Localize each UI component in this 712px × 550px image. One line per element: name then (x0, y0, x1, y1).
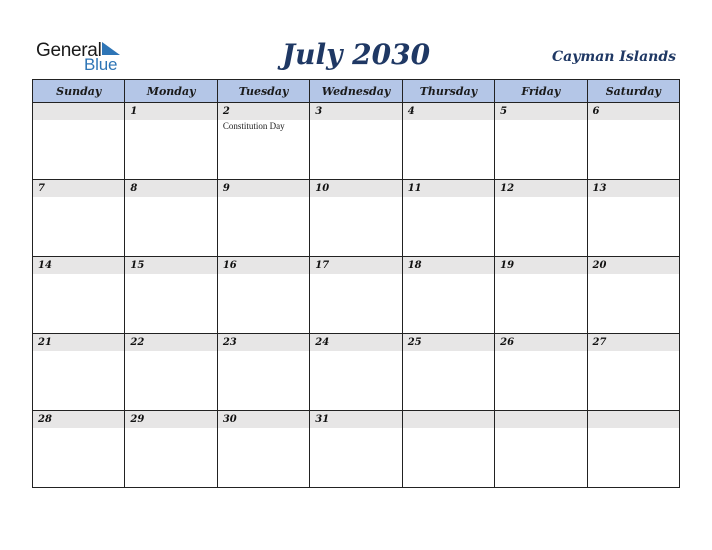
day-number: 10 (310, 180, 401, 197)
day-number: 8 (125, 180, 216, 197)
day-number: 24 (310, 334, 401, 351)
day-number: 29 (125, 411, 216, 428)
day-number: 1 (125, 103, 216, 120)
day-cell (495, 180, 587, 257)
day-number: 9 (218, 180, 309, 197)
day-cell (310, 334, 402, 411)
weekday-header: Sunday (33, 80, 125, 103)
day-cell (310, 257, 402, 334)
day-number (403, 411, 494, 428)
day-number: 28 (33, 411, 124, 428)
weekday-header: Saturday (587, 80, 679, 103)
day-cell (587, 411, 679, 488)
logo-general-text: General (36, 40, 102, 61)
day-number: 15 (125, 257, 216, 274)
day-cell (33, 257, 125, 334)
day-number: 18 (403, 257, 494, 274)
week-row (33, 180, 680, 257)
day-cell (402, 257, 494, 334)
calendar-grid (32, 79, 680, 488)
day-number: 7 (33, 180, 124, 197)
day-cell (217, 411, 309, 488)
day-number: 11 (403, 180, 494, 197)
day-cell (310, 180, 402, 257)
day-cell (33, 334, 125, 411)
day-cell (125, 257, 217, 334)
day-cell (217, 257, 309, 334)
day-cell (587, 103, 679, 180)
weekday-header: Tuesday (217, 80, 309, 103)
day-cell (125, 411, 217, 488)
week-row (33, 257, 680, 334)
day-number: 16 (218, 257, 309, 274)
day-cell (587, 257, 679, 334)
day-number (588, 411, 679, 428)
day-number: 14 (33, 257, 124, 274)
day-number: 31 (310, 411, 401, 428)
day-number: 12 (495, 180, 586, 197)
logo-blue-text: Blue (84, 55, 118, 74)
week-row (33, 411, 680, 488)
day-number: 13 (588, 180, 679, 197)
day-cell (33, 103, 125, 180)
day-cell (217, 103, 309, 180)
day-cell (495, 411, 587, 488)
day-number: 27 (588, 334, 679, 351)
day-cell (402, 180, 494, 257)
day-number: 30 (218, 411, 309, 428)
holiday-label: Constitution Day (222, 121, 285, 131)
weekday-header-row (33, 80, 680, 103)
day-number: 19 (495, 257, 586, 274)
day-number: 26 (495, 334, 586, 351)
day-cell (310, 411, 402, 488)
day-cell (402, 334, 494, 411)
day-cell (310, 103, 402, 180)
day-number (495, 411, 586, 428)
weekday-header: Thursday (402, 80, 494, 103)
day-number: 22 (125, 334, 216, 351)
day-cell (402, 411, 494, 488)
day-number: 20 (588, 257, 679, 274)
day-cell (402, 103, 494, 180)
day-cell (495, 257, 587, 334)
page-title: July 2030 (281, 38, 431, 71)
day-cell (217, 180, 309, 257)
day-cell (125, 103, 217, 180)
day-cell (125, 334, 217, 411)
day-cell (217, 334, 309, 411)
day-number: 6 (588, 103, 679, 120)
day-number: 25 (403, 334, 494, 351)
day-cell (33, 411, 125, 488)
day-number: 23 (218, 334, 309, 351)
day-cell (587, 180, 679, 257)
day-cell (125, 180, 217, 257)
day-cell (495, 103, 587, 180)
day-cell (495, 334, 587, 411)
day-number: 3 (310, 103, 401, 120)
day-cell (587, 334, 679, 411)
country-name: Cayman Islands (552, 49, 676, 65)
day-number (33, 103, 124, 120)
week-row (33, 334, 680, 411)
day-number: 2 (218, 103, 309, 120)
day-number: 4 (403, 103, 494, 120)
day-number: 5 (495, 103, 586, 120)
weekday-header: Friday (495, 80, 587, 103)
day-cell (33, 180, 125, 257)
day-number: 21 (33, 334, 124, 351)
week-row (33, 103, 680, 180)
weekday-header: Monday (125, 80, 217, 103)
day-number: 17 (310, 257, 401, 274)
weekday-header: Wednesday (310, 80, 402, 103)
